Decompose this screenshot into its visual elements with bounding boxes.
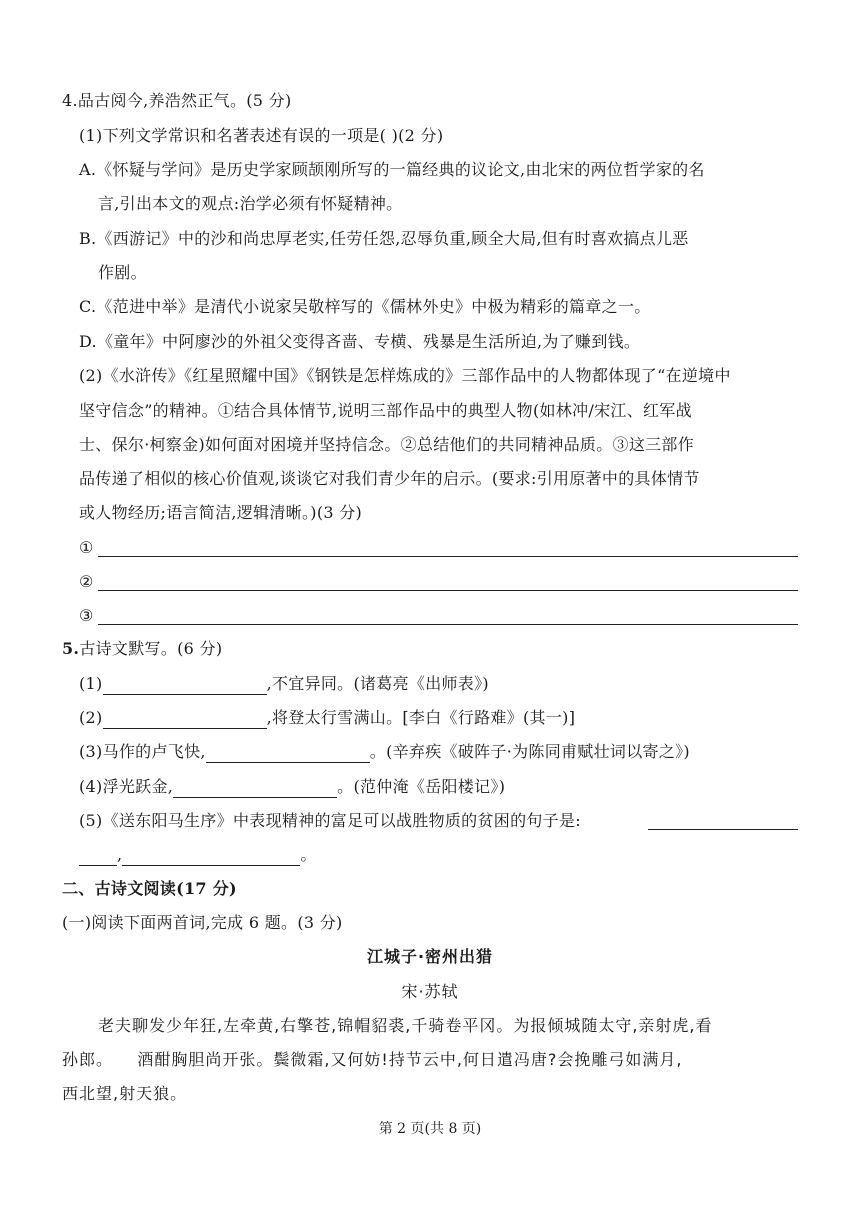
poem-line-1: 老夫聊发少年狂,左牵黄,右擎苍,锦帽貂裘,千骑卷平冈。为报倾城随太守,亲射虎,看	[98, 1016, 713, 1035]
q5-item5: (5)《送东阳马生序》中表现精神的富足可以战胜物质的贫困的句子是:	[79, 811, 581, 830]
section2-heading: 二、古诗文阅读(17 分)	[62, 879, 237, 898]
q4-option-b-line1: B.《西游记》中的沙和尚忠厚老实,任劳任怨,忍辱负重,顾全大局,但有时喜欢搞点儿恶	[79, 229, 689, 248]
poem-author: 宋·苏轼	[401, 982, 459, 1001]
q5-blank-5a[interactable]	[648, 829, 798, 830]
q5-title	[62, 638, 222, 660]
section2-intro: (一)阅读下面两首词,完成 6 题。(3 分)	[62, 913, 343, 932]
q5-blank-1[interactable]	[103, 676, 267, 695]
q5-number: 5.	[62, 639, 80, 658]
q4-sub2-line1: (2)《水浒传》《红星照耀中国》《钢铁是怎样炼成的》三部作品中的人物都体现了“在逆境中	[79, 366, 731, 385]
q4-sub2-line5: 或人物经历;语言简洁,逻辑清晰。)(3 分)	[79, 503, 363, 522]
q5-item1-text: ,不宜异同。(诸葛亮《出师表》)	[266, 674, 489, 693]
q5-item1-number: (1)	[79, 674, 103, 693]
answer-line-1[interactable]	[98, 556, 798, 557]
q5-item3-text-pre: (3)马作的卢飞快,	[79, 742, 206, 761]
q5-item2	[79, 707, 575, 729]
answer-line-3[interactable]	[98, 624, 798, 625]
q5-blank-4[interactable]	[173, 779, 337, 798]
q4-option-d: D.《童年》中阿廖沙的外祖父变得吝啬、专横、残暴是生活所迫,为了赚到钱。	[79, 332, 641, 351]
poem-title: 江城子·密州出猎	[366, 947, 494, 966]
q5-comma: ,	[117, 845, 123, 864]
q4-option-a-line1: A.《怀疑与学问》是历史学家顾颉刚所写的一篇经典的议论文,由北宋的两位哲学家的名	[79, 160, 705, 179]
q4-title: 4.品古阅今,养浩然正气。(5 分)	[62, 91, 292, 110]
answer-mark-2: ②	[79, 572, 94, 591]
poem-line-3: 西北望,射天狼。	[62, 1084, 188, 1103]
q5-item3	[79, 741, 690, 763]
q4-option-b-line2: 作剧。	[98, 263, 147, 282]
q5-blank-5b[interactable]	[79, 847, 117, 866]
q5-title-text: 古诗文默写。(6 分)	[79, 639, 223, 658]
q4-option-a-line2: 言,引出本文的观点:治学必须有怀疑精神。	[98, 194, 403, 213]
q5-item3-text-post: 。(辛弃疾《破阵子·为陈同甫赋壮词以寄之》)	[369, 742, 690, 761]
q5-blank-2[interactable]	[103, 710, 267, 729]
q5-item1	[79, 673, 489, 695]
q5-period: 。	[300, 845, 317, 864]
answer-mark-3: ③	[79, 606, 94, 625]
q5-item4	[79, 776, 505, 798]
answer-line-2[interactable]	[98, 590, 798, 591]
q4-sub2-line2: 坚守信念”的精神。①结合具体情节,说明三部作品中的典型人物(如林冲/宋江、红军战	[79, 401, 692, 420]
poem-line-2: 孙郎。 酒酣胸胆尚开张。鬓微霜,又何妨!持节云中,何日遣冯唐?会挽雕弓如满月,	[62, 1050, 683, 1069]
q5-item2-text: ,将登太行雪满山。[李白《行路难》(其一)]	[266, 708, 576, 727]
q5-blank-5c[interactable]	[122, 847, 300, 866]
q5-item2-number: (2)	[79, 708, 103, 727]
page-number: 第 2 页(共 8 页)	[378, 1121, 482, 1137]
q5-item4-text-post: 。(范仲淹《岳阳楼记》)	[337, 777, 506, 796]
q5-item4-text-pre: (4)浮光跃金,	[79, 777, 174, 796]
q4-option-c: C.《范进中举》是清代小说家吴敬梓写的《儒林外史》中极为精彩的篇章之一。	[79, 297, 651, 316]
q4-sub2-line4: 品传递了相似的核心价值观,谈谈它对我们青少年的启示。(要求:引用原著中的具体情节	[79, 469, 700, 488]
q5-item5-cont	[79, 844, 317, 866]
q4-sub2-line3: 士、保尔·柯察金)如何面对困境并坚持信念。②总结他们的共同精神品质。③这三部作	[79, 435, 695, 454]
answer-mark-1: ①	[79, 538, 94, 557]
q4-sub1: (1)下列文学常识和名著表述有误的一项是( )(2 分)	[79, 126, 444, 145]
q5-blank-3[interactable]	[206, 744, 370, 763]
